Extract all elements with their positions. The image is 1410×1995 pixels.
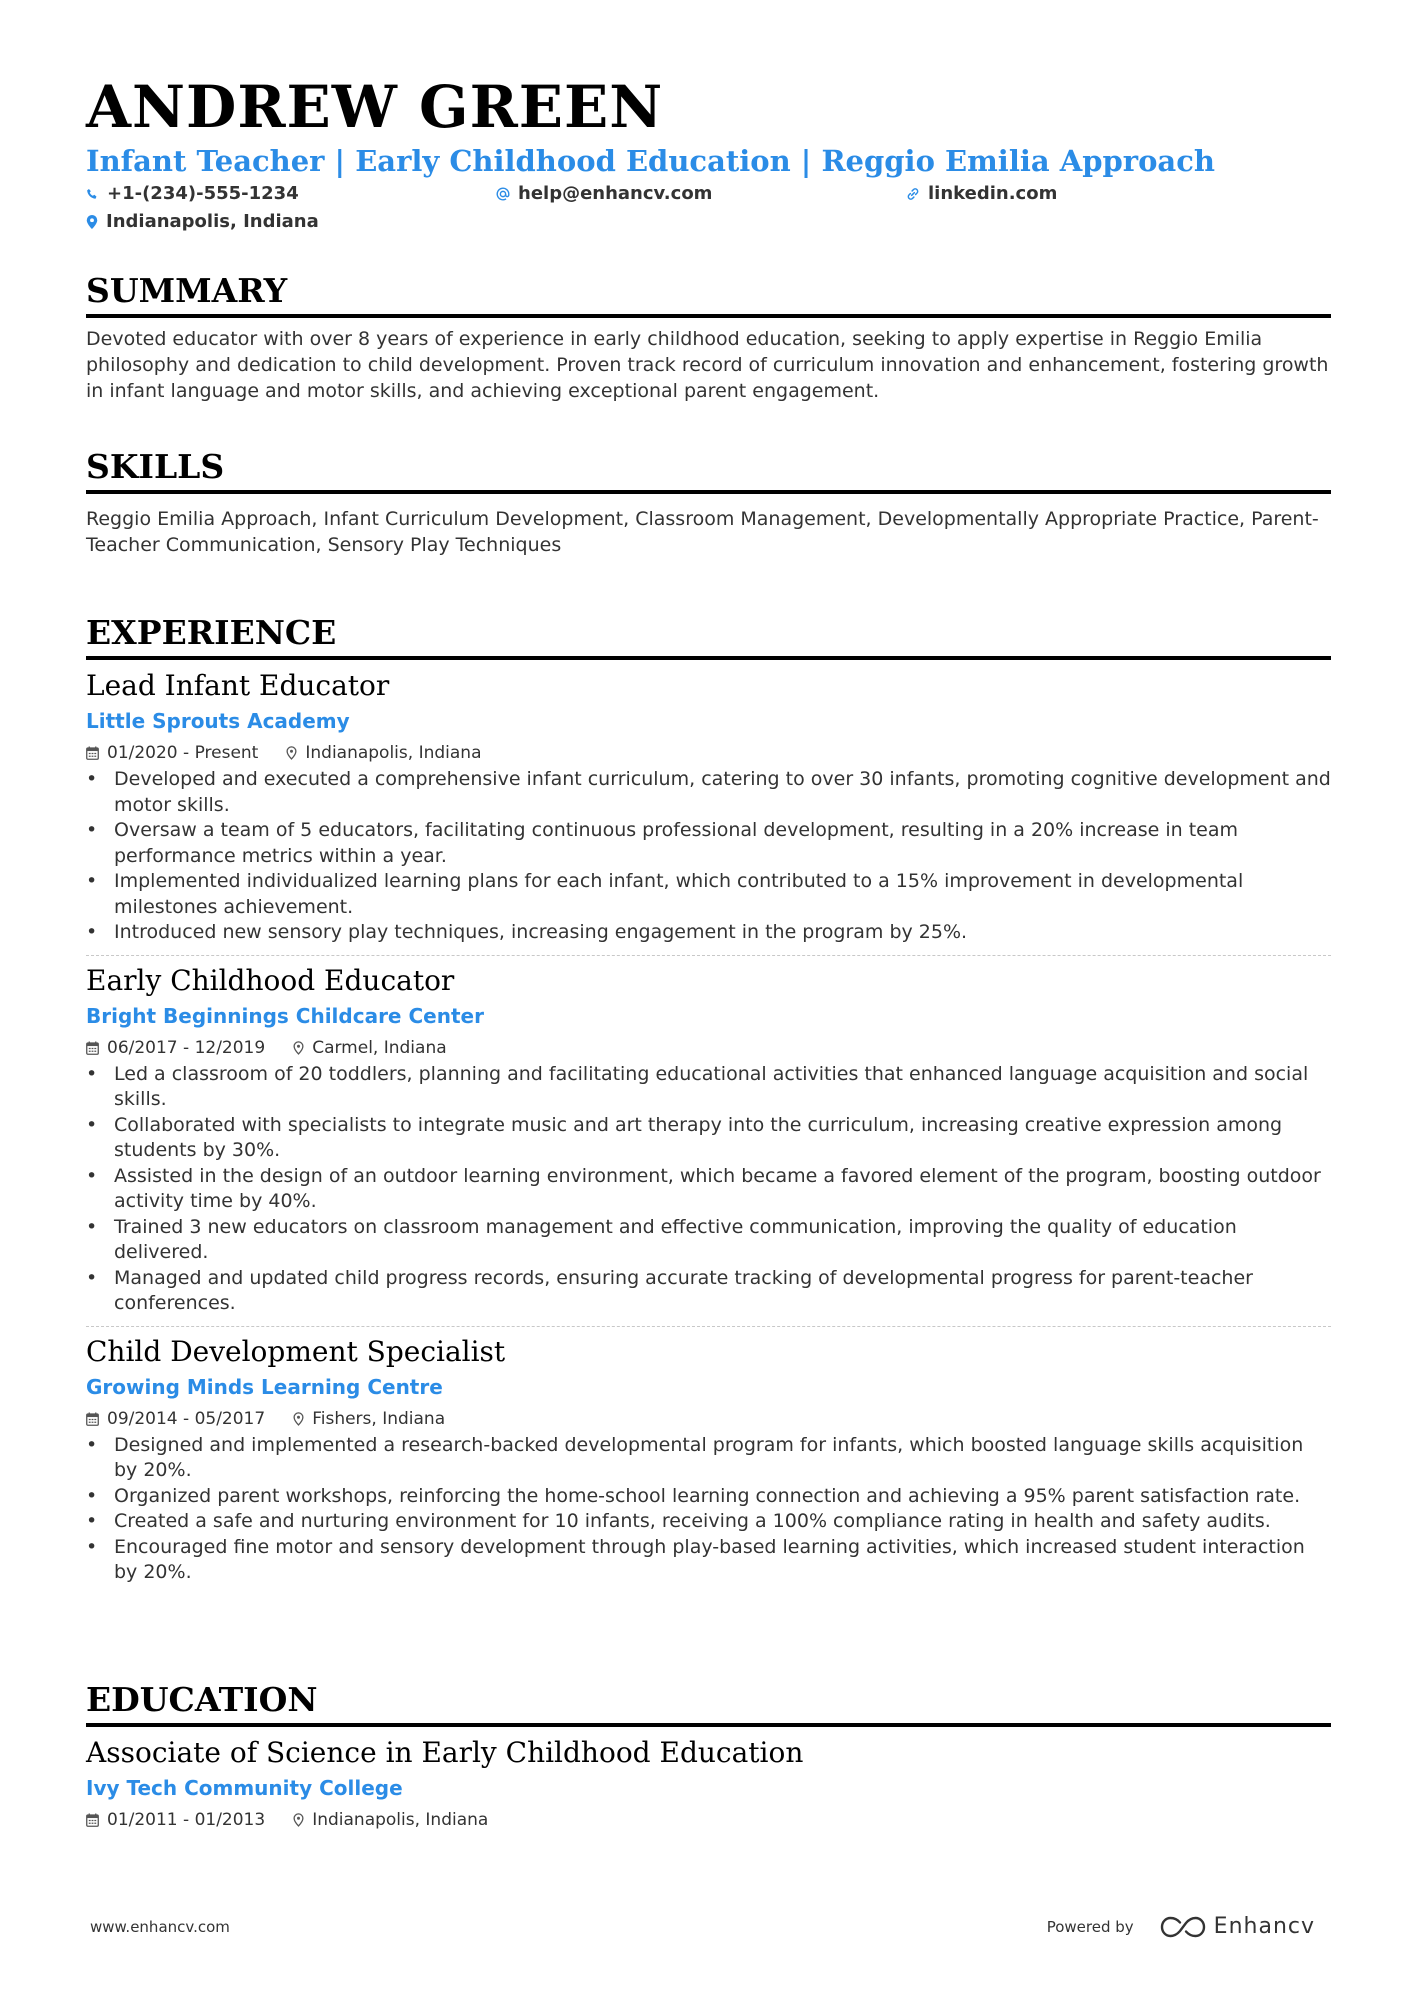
calendar-icon [86, 746, 99, 760]
education-location: Indianapolis, Indiana [312, 1810, 489, 1830]
job-bullets [86, 1433, 1331, 1586]
location-pin-icon [293, 1813, 304, 1827]
job-meta [86, 741, 1331, 765]
bullet-item: • Assisted in the design of an outdoor learning environment, which became a favored element of the program, boosting outdoor activity time by 40%. [86, 1164, 1331, 1215]
resume-page [86, 72, 1331, 1830]
job-dates: 06/2017 - 12/2019 [107, 1037, 266, 1058]
education-entry [86, 1735, 1331, 1832]
education-meta [86, 1808, 1331, 1832]
footer [90, 1914, 1315, 1939]
footer-website[interactable]: www.enhancv.com [90, 1917, 230, 1936]
link-icon [906, 187, 920, 201]
experience-entry [86, 1334, 1331, 1586]
summary-text: Devoted educator with over 8 years of experience in early childhood education, seeking to apply expertise in Reggio Emilia philosophy and dedication to child development. Proven track record of curriculum innovation and enhancement, fostering growth in infant language and motor skills, and achieving exceptional parent engagement. [86, 328, 1329, 402]
skills-section [86, 446, 1331, 558]
calendar-icon [86, 1041, 99, 1055]
contact-phone[interactable] [86, 182, 496, 206]
phone-icon [86, 188, 99, 201]
location-pin-icon [286, 746, 297, 760]
contact-email[interactable] [496, 182, 906, 206]
bullet-item: • Developed and executed a comprehensive infant curriculum, catering to over 30 infants, promoting cognitive development and motor skills. [86, 767, 1331, 818]
bullet-item: • Created a safe and nurturing environment for 10 infants, receiving a 100% compliance rating in health and safety audits. [86, 1509, 1331, 1535]
location-pin-icon [293, 1412, 304, 1426]
education-section [86, 1679, 1331, 1832]
location-pin-icon [86, 215, 98, 229]
education-heading: EDUCATION [86, 1679, 1331, 1727]
skills-heading: SKILLS [86, 446, 1331, 494]
job-dates: 09/2014 - 05/2017 [107, 1408, 266, 1429]
bullet-item: • Trained 3 new educators on classroom management and effective communication, improving the quality of education delivered. [86, 1215, 1331, 1266]
job-location: Indianapolis, Indiana [305, 743, 482, 763]
job-meta [86, 1036, 1331, 1060]
job-title: Child Development Specialist [86, 1334, 506, 1368]
job-bullets [86, 767, 1331, 946]
summary-heading: SUMMARY [86, 270, 1331, 318]
location-text: Indianapolis, Indiana [106, 211, 319, 232]
powered-by [1047, 1914, 1315, 1939]
bullet-item: • Collaborated with specialists to integrate music and art therapy into the curriculum, increasing creative expression among students by 30%. [86, 1113, 1331, 1164]
headline: Infant Teacher | Early Childhood Education | Reggio Emilia Approach [86, 144, 1215, 178]
brand-logo[interactable] [1160, 1914, 1315, 1939]
skills-text: Reggio Emilia Approach, Infant Curriculum Development, Classroom Management, Developmentally Appropriate Practice, Parent-Teacher Communication, Sensory Play Techniques [86, 508, 1319, 556]
experience-entry [86, 668, 1331, 946]
experience-entry [86, 963, 1331, 1317]
linkedin-text: linkedin.com [928, 183, 1058, 204]
job-location: Fishers, Indiana [312, 1408, 446, 1429]
job-title: Early Childhood Educator [86, 963, 455, 997]
job-bullets [86, 1062, 1331, 1317]
summary-section [86, 270, 1331, 404]
entry-divider [86, 1326, 1331, 1327]
experience-heading: EXPERIENCE [86, 612, 1331, 660]
experience-section [86, 612, 1331, 1586]
bullet-item: • Managed and updated child progress records, ensuring accurate tracking of developmental progress for parent-teacher conferences. [86, 1266, 1331, 1317]
job-dates: 01/2020 - Present [107, 743, 259, 763]
email-text: help@enhancv.com [518, 183, 713, 204]
degree-title: Associate of Science in Early Childhood Education [86, 1736, 804, 1769]
calendar-icon [86, 1412, 99, 1426]
contact-location [86, 210, 496, 234]
education-dates: 01/2011 - 01/2013 [107, 1810, 266, 1830]
bullet-item: • Encouraged fine motor and sensory development through play-based learning activities, which increased student interaction by 20%. [86, 1535, 1331, 1586]
enhancv-logo-icon [1160, 1916, 1206, 1938]
job-location: Carmel, Indiana [312, 1037, 447, 1058]
powered-by-label: Powered by [1046, 1917, 1134, 1936]
job-title: Lead Infant Educator [86, 669, 390, 702]
school-name: Ivy Tech Community College [86, 1776, 403, 1800]
bullet-item: • Oversaw a team of 5 educators, facilitating continuous professional development, resulting in a 20% increase in team performance metrics within a year. [86, 818, 1331, 869]
phone-text: +1-(234)-555-1234 [107, 183, 299, 204]
at-icon [496, 187, 510, 201]
job-meta [86, 1407, 1331, 1431]
company-name: Growing Minds Learning Centre [86, 1374, 443, 1399]
bullet-item: • Designed and implemented a research-backed developmental program for infants, which boosted language skills acquisition by 20%. [86, 1433, 1331, 1484]
bullet-item: • Led a classroom of 20 toddlers, planning and facilitating educational activities that enhanced language acquisition and social skills. [86, 1062, 1331, 1113]
calendar-icon [86, 1813, 99, 1827]
bullet-item: • Introduced new sensory play techniques, increasing engagement in the program by 25%. [86, 920, 1331, 946]
company-name: Little Sprouts Academy [86, 709, 350, 733]
contact-linkedin[interactable] [906, 182, 1306, 206]
brand-name: Enhancv [1213, 1914, 1315, 1939]
contact-info [86, 182, 1331, 234]
entry-divider [86, 955, 1331, 956]
bullet-item: • Organized parent workshops, reinforcing the home-school learning connection and achieving a 95% parent satisfaction rate. [86, 1484, 1331, 1510]
company-name: Bright Beginnings Childcare Center [86, 1003, 484, 1028]
location-pin-icon [293, 1041, 304, 1055]
candidate-name: ANDREW GREEN [86, 73, 664, 141]
bullet-item: • Implemented individualized learning plans for each infant, which contributed to a 15% improvement in developmental milestones achievement. [86, 869, 1331, 920]
